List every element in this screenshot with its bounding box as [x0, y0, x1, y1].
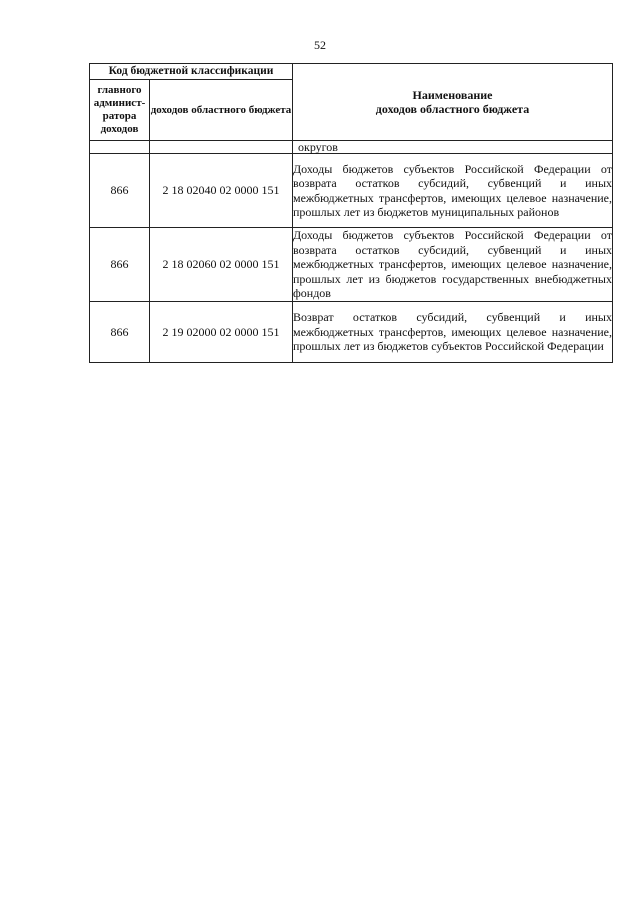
income-name-header-line2: доходов областного бюджета	[375, 102, 530, 116]
income-code-cell: 2 19 02000 02 0000 151	[150, 302, 293, 363]
continuation-admin-cell	[90, 141, 150, 154]
admin-code-cell: 866	[90, 228, 150, 302]
income-description-cell: Доходы бюджетов субъектов Российской Федерации от возврата остатков субсидий, субвенций и иных межбюджетных трансфертов, имеющих целевое назначение, прошлых лет из бюджетов государственных внебюджетных фондов	[293, 228, 612, 301]
table-row	[90, 228, 613, 302]
income-code-cell: 2 18 02040 02 0000 151	[150, 154, 293, 228]
income-name-header	[293, 64, 613, 141]
table-row-continuation	[90, 141, 613, 154]
income-code-cell: 2 18 02060 02 0000 151	[150, 228, 293, 302]
admin-code-cell: 866	[90, 302, 150, 363]
continuation-description: округов	[293, 141, 613, 154]
admin-code-cell: 866	[90, 154, 150, 228]
budget-classification-table	[89, 63, 613, 363]
page-number: 52	[314, 38, 326, 52]
income-description-cell: Возврат остатков субсидий, субвенций и иных межбюджетных трансфертов, имеющих целевое назначение, прошлых лет из бюджетов субъектов Российской Федерации	[293, 302, 613, 363]
admin-code-header: главного админист-ратора доходов	[90, 80, 150, 141]
budget-code-group-header: Код бюджетной классификации	[90, 64, 293, 80]
continuation-income-cell	[150, 141, 293, 154]
income-code-header: доходов областного бюджета	[150, 80, 293, 141]
income-description-cell: Доходы бюджетов субъектов Российской Федерации от возврата остатков субсидий, субвенций и иных межбюджетных трансфертов, имеющих целевое назначение, прошлых лет из бюджетов муниципальных районов	[293, 154, 613, 228]
income-name-header-line1: Наименование	[412, 88, 493, 102]
table-row	[90, 302, 613, 363]
table-row	[90, 154, 613, 228]
